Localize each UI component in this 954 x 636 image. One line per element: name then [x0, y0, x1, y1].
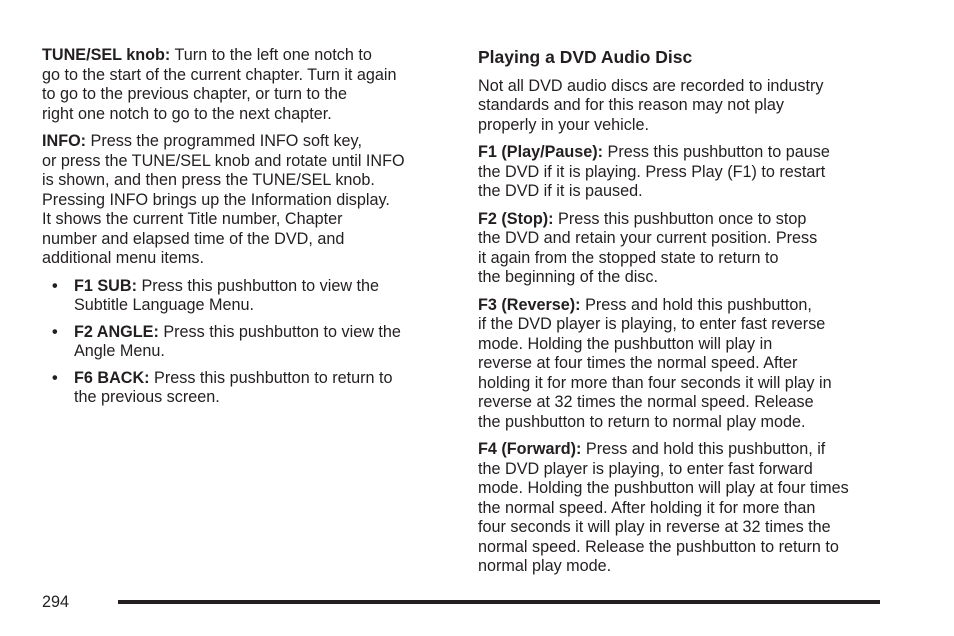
f2-angle-term: F2 ANGLE:: [74, 322, 159, 341]
f2-angle-text: Press this pushbutton to view the Angle Menu.: [74, 322, 401, 360]
left-column: [42, 46, 452, 415]
f4-text: Press and hold this pushbutton, if the DVD player is playing, to enter fast forward mode. Holding the pushbutton will play at four times the normal speed. After holding it for more than four seconds it will play in reverse at 32 times the normal speed. Release the pushbutton to return to normal play mode.: [478, 440, 849, 575]
bullet: •: [52, 276, 58, 295]
info-term: INFO:: [42, 132, 87, 150]
f1-text: Press this pushbutton to pause the DVD if it is playing. Press Play (F1) to restart the DVD if it is paused.: [478, 143, 830, 200]
info-text: Press the programmed INFO soft key, or press the TUNE/SEL knob and rotate until INFO is shown, and then press the TUNE/SEL knob. Pressing INFO brings up the Information display. It shows the current Title number, Chapter number and elapsed time of the DVD, and additional menu items.: [42, 132, 405, 267]
tune-sel-paragraph: [42, 46, 452, 124]
list-item-f2-angle: [42, 323, 452, 362]
f1-sub-text: Press this pushbutton to view the Subtitle Language Menu.: [74, 276, 380, 314]
f1-paragraph: [478, 143, 888, 202]
button-list: [42, 277, 452, 408]
tune-sel-term: TUNE/SEL knob:: [42, 46, 171, 64]
f3-term: F3 (Reverse):: [478, 295, 581, 314]
f2-text: Press this pushbutton once to stop the DVD and retain your current position. Press it again from the stopped state to return to the beginning of the disc.: [478, 209, 818, 286]
f2-paragraph: [478, 210, 888, 288]
f2-term: F2 (Stop):: [478, 209, 554, 228]
info-paragraph: [42, 132, 452, 269]
f4-paragraph: [478, 440, 888, 577]
page-number: 294: [42, 593, 70, 611]
bullet: •: [52, 368, 58, 387]
f3-paragraph: [478, 296, 888, 433]
list-item-f1-sub: [42, 277, 452, 316]
f3-text: Press and hold this pushbutton, if the DVD player is playing, to enter fast reverse mode. Holding the pushbutton will play in reverse at four times the normal speed. After holding it for more than four seconds it will play in reverse at 32 times the normal speed. Release the pushbutton to return to normal play mode.: [478, 295, 832, 431]
section-heading: Playing a DVD Audio Disc: [478, 47, 693, 67]
intro-paragraph: Not all DVD audio discs are recorded to industry standards and for this reason may not play properly in your vehicle.: [478, 76, 824, 134]
list-item-f6-back: [42, 369, 452, 408]
right-column: [478, 46, 888, 585]
f1-sub-term: F1 SUB:: [74, 276, 137, 295]
f4-term: F4 (Forward):: [478, 440, 582, 458]
footer-rule: [118, 600, 880, 604]
f6-back-text: Press this pushbutton to return to the previous screen.: [74, 368, 393, 406]
tune-sel-text: Turn to the left one notch to go to the start of the current chapter. Turn it again to go to the previous chapter, or turn to the right one notch to go to the next chapter.: [42, 46, 397, 123]
f1-term: F1 (Play/Pause):: [478, 143, 604, 161]
f6-back-term: F6 BACK:: [74, 368, 150, 387]
bullet: •: [52, 322, 58, 341]
